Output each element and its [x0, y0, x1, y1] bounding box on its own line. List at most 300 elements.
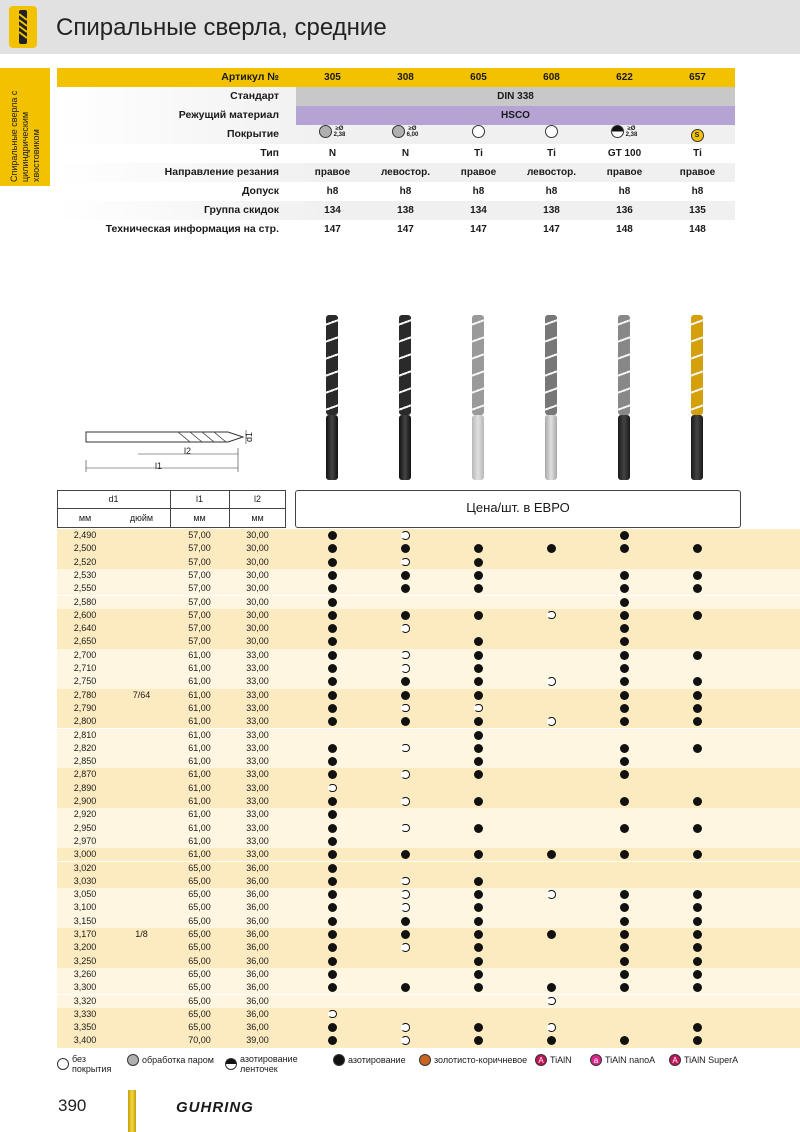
cell-l2: 36,00	[246, 862, 269, 873]
filled-dot-icon	[620, 717, 629, 726]
cell-d: 2,580	[73, 596, 97, 607]
header-d1: d1	[108, 494, 119, 504]
filled-dot-icon	[620, 571, 629, 580]
partial-dot-icon	[401, 824, 410, 833]
filled-dot-icon	[401, 584, 410, 593]
spec-value: левостор.	[526, 167, 577, 178]
spec-value: правое	[314, 167, 351, 178]
filled-dot-icon	[620, 744, 629, 753]
filled-dot-icon	[474, 770, 483, 779]
cell-l1: 61,00	[188, 742, 211, 753]
cell-d: 3,150	[73, 915, 97, 926]
filled-dot-icon	[401, 983, 410, 992]
filled-dot-icon	[474, 691, 483, 700]
cell-d: 3,170	[73, 929, 97, 939]
spec-value: 134	[324, 205, 341, 216]
legend-gold: золотисто-коричневое	[419, 1054, 527, 1066]
filled-dot-icon	[328, 930, 337, 939]
partial-dot-icon	[547, 611, 556, 620]
partial-dot-icon	[401, 890, 410, 899]
filled-dot-icon	[693, 930, 702, 939]
filled-dot-icon	[328, 544, 337, 553]
partial-dot-icon	[547, 677, 556, 686]
spec-value: h8	[618, 186, 631, 197]
partial-dot-icon	[547, 717, 556, 726]
filled-dot-icon	[474, 731, 483, 740]
cell-d: 3,100	[73, 902, 97, 913]
cell-l1: 61,00	[188, 769, 211, 780]
cell-l2: 36,00	[246, 902, 269, 913]
cell-l1: 65,00	[188, 889, 211, 900]
table-row	[57, 635, 800, 648]
table-row	[57, 928, 800, 941]
tialn-super-badge-icon: A	[669, 1054, 681, 1066]
cell-l1: 57,00	[188, 623, 211, 634]
filled-dot-icon	[620, 651, 629, 660]
filled-dot-icon	[328, 824, 337, 833]
table-row	[57, 662, 800, 675]
drill-flute	[472, 315, 484, 415]
spec-label: Артикул №	[221, 71, 279, 83]
table-row	[57, 622, 800, 635]
footer-accent-bar	[128, 1090, 136, 1132]
filled-dot-icon	[474, 983, 483, 992]
filled-dot-icon	[474, 664, 483, 673]
spec-row	[57, 220, 735, 239]
cell-l2: 30,00	[246, 596, 269, 607]
spec-value	[442, 125, 515, 145]
cell-d: 3,020	[73, 862, 97, 873]
cell-d: 2,500	[73, 543, 97, 554]
cell-d: 2,950	[73, 822, 97, 833]
filled-dot-icon	[328, 957, 337, 966]
cell-d: 2,850	[73, 756, 97, 767]
cell-d: 3,030	[73, 875, 97, 886]
spec-value: Ti	[547, 148, 556, 159]
coating-mark: ≥Ø 2,38	[625, 125, 638, 138]
filled-dot-icon	[328, 1023, 337, 1032]
cell-l2: 36,00	[246, 1008, 269, 1019]
diagram-l2-label: l2	[184, 446, 192, 456]
spec-span-value: DIN 338	[296, 87, 735, 106]
cell-l2: 36,00	[246, 942, 269, 953]
spec-label: Тип	[260, 147, 279, 159]
filled-dot-icon	[620, 544, 629, 553]
table-row	[57, 1021, 800, 1034]
header-l1: l1	[195, 494, 203, 504]
legend-steam: обработка паром	[127, 1054, 214, 1066]
cell-l1: 57,00	[188, 569, 211, 580]
filled-dot-icon	[474, 611, 483, 620]
filled-dot-icon	[474, 558, 483, 567]
cell-l2: 36,00	[246, 1022, 269, 1033]
filled-dot-icon	[620, 890, 629, 899]
cell-l1: 65,00	[188, 995, 211, 1006]
cell-d: 3,300	[73, 982, 97, 993]
cell-inch: 1/8	[135, 929, 148, 939]
cell-l1: 65,00	[188, 862, 211, 873]
filled-dot-icon	[693, 970, 702, 979]
legend-uncoated: без покрытия	[57, 1054, 125, 1074]
table-row	[57, 995, 800, 1008]
cell-l1: 65,00	[188, 955, 211, 966]
filled-dot-icon	[620, 903, 629, 912]
spec-value: 138	[397, 205, 414, 216]
filled-dot-icon	[328, 624, 337, 633]
filled-dot-icon	[620, 584, 629, 593]
drill-shank	[691, 415, 703, 480]
spec-row	[57, 144, 735, 163]
cell-l1: 61,00	[188, 689, 211, 700]
cell-d: 2,780	[73, 689, 97, 700]
filled-dot-icon	[693, 850, 702, 859]
filled-dot-icon	[328, 864, 337, 873]
header-l2: l2	[253, 494, 261, 504]
filled-dot-icon	[328, 664, 337, 673]
cell-l1: 57,00	[188, 556, 211, 567]
brand-logo: GUHRING	[176, 1099, 254, 1116]
filled-dot-icon	[328, 757, 337, 766]
cell-d: 2,650	[73, 636, 97, 647]
cell-d: 2,790	[73, 702, 97, 713]
filled-dot-icon	[693, 571, 702, 580]
filled-dot-icon	[620, 770, 629, 779]
table-row	[57, 888, 800, 901]
cell-d: 3,320	[73, 995, 97, 1006]
filled-dot-icon	[620, 797, 629, 806]
partial-dot-icon	[401, 943, 410, 952]
cell-l2: 36,00	[246, 889, 269, 900]
spec-label: Направление резания	[164, 166, 279, 178]
table-row	[57, 981, 800, 994]
filled-dot-icon	[401, 691, 410, 700]
cell-l1: 65,00	[188, 1008, 211, 1019]
filled-dot-icon	[693, 917, 702, 926]
filled-dot-icon	[693, 744, 702, 753]
table-row	[57, 768, 800, 781]
filled-dot-icon	[693, 890, 702, 899]
spec-value: h8	[326, 186, 339, 197]
filled-dot-icon	[620, 611, 629, 620]
drill-shank	[326, 415, 338, 480]
filled-dot-icon	[474, 744, 483, 753]
cell-l1: 65,00	[188, 902, 211, 913]
filled-dot-icon	[474, 544, 483, 553]
spec-value	[515, 125, 588, 145]
legend	[57, 1054, 800, 1076]
table-row	[57, 1034, 800, 1047]
tialn-badge-icon: A	[535, 1054, 547, 1066]
table-row	[57, 915, 800, 928]
filled-dot-icon	[620, 970, 629, 979]
filled-dot-icon	[328, 943, 337, 952]
cell-inch: 7/64	[132, 689, 151, 700]
cell-l1: 61,00	[188, 663, 211, 673]
cell-l1: 61,00	[188, 796, 211, 806]
cell-l2: 33,00	[246, 782, 269, 793]
cell-l2: 36,00	[246, 968, 269, 979]
spec-row	[57, 68, 735, 87]
cell-l1: 65,00	[188, 942, 211, 953]
filled-dot-icon	[474, 651, 483, 660]
table-row	[57, 862, 800, 875]
drill-shank	[618, 415, 630, 480]
table-row	[57, 901, 800, 914]
partial-dot-icon	[547, 890, 556, 899]
partial-dot-icon	[474, 704, 483, 713]
filled-dot-icon	[328, 571, 337, 580]
filled-dot-icon	[620, 983, 629, 992]
filled-dot-icon	[474, 824, 483, 833]
spec-value: 608	[543, 72, 560, 83]
cell-d: 3,250	[73, 955, 97, 966]
legend-tialn-super: A TiAlN SuperA	[669, 1054, 738, 1066]
filled-dot-icon	[693, 903, 702, 912]
circle-icon	[57, 1058, 69, 1070]
cell-d: 2,700	[73, 649, 97, 660]
filled-dot-icon	[693, 717, 702, 726]
filled-dot-icon	[474, 757, 483, 766]
legend-tialn: A TiAlN	[535, 1054, 572, 1066]
partial-dot-icon	[401, 770, 410, 779]
table-row	[57, 941, 800, 954]
filled-dot-icon	[474, 957, 483, 966]
filled-dot-icon	[328, 637, 337, 646]
cell-l2: 33,00	[246, 689, 269, 700]
spec-value: Ti	[693, 148, 702, 159]
partial-dot-icon	[401, 903, 410, 912]
table-header-divider	[57, 508, 286, 509]
spec-value: 657	[689, 72, 706, 83]
spec-value: h8	[545, 186, 558, 197]
filled-dot-icon	[693, 824, 702, 833]
filled-dot-icon	[474, 917, 483, 926]
filled-dot-icon	[620, 917, 629, 926]
table-row	[57, 569, 800, 582]
cell-d: 3,350	[73, 1022, 97, 1033]
filled-dot-icon	[620, 1036, 629, 1045]
cell-l1: 57,00	[188, 596, 211, 607]
legend-tialn-nano: a TiAlN nanoA	[590, 1054, 655, 1066]
filled-dot-icon	[620, 664, 629, 673]
drill-shank	[399, 415, 411, 480]
coating-icon	[319, 125, 332, 138]
cell-l1: 61,00	[188, 729, 211, 740]
spec-row	[57, 201, 735, 220]
partial-dot-icon	[328, 1010, 337, 1019]
spec-value: 305	[324, 72, 341, 83]
filled-dot-icon	[693, 943, 702, 952]
spec-value: 308	[397, 72, 414, 83]
cell-l2: 33,00	[246, 676, 269, 687]
filled-dot-icon	[328, 970, 337, 979]
filled-dot-icon	[620, 957, 629, 966]
cell-d: 3,000	[73, 849, 97, 860]
cell-d: 2,750	[73, 676, 97, 687]
cell-d: 2,810	[73, 729, 97, 740]
coating-icon	[392, 125, 405, 138]
cell-l1: 65,00	[188, 982, 211, 993]
filled-dot-icon	[547, 1036, 556, 1045]
filled-dot-icon	[474, 637, 483, 646]
filled-dot-icon	[620, 531, 629, 540]
filled-dot-icon	[401, 930, 410, 939]
cell-d: 3,200	[73, 942, 97, 953]
filled-dot-icon	[474, 797, 483, 806]
spec-label: Покрытие	[226, 128, 279, 140]
drill-flute	[691, 315, 703, 415]
spec-value: Ti	[474, 148, 483, 159]
cell-l2: 33,00	[246, 742, 269, 753]
cell-d: 3,050	[73, 889, 97, 900]
cell-l1: 57,00	[188, 636, 211, 647]
cell-l1: 70,00	[188, 1035, 211, 1046]
filled-dot-icon	[547, 983, 556, 992]
cell-l2: 33,00	[246, 835, 269, 846]
filled-dot-icon	[474, 890, 483, 899]
cell-l2: 30,00	[246, 543, 269, 554]
cell-l1: 61,00	[188, 756, 211, 767]
filled-dot-icon	[693, 611, 702, 620]
filled-dot-icon	[474, 1036, 483, 1045]
cell-l2: 33,00	[246, 809, 269, 820]
filled-dot-icon	[620, 930, 629, 939]
filled-dot-icon	[474, 970, 483, 979]
cell-d: 2,800	[73, 716, 97, 727]
filled-dot-icon	[693, 1023, 702, 1032]
drill-shank	[472, 415, 484, 480]
half-circle-icon	[225, 1058, 237, 1070]
cell-l2: 36,00	[246, 995, 269, 1006]
coating-mark: ≥Ø 2,38	[333, 125, 346, 138]
filled-dot-icon	[328, 890, 337, 899]
filled-dot-icon	[474, 717, 483, 726]
spec-value	[588, 125, 661, 145]
table-row	[57, 689, 800, 702]
spec-value: N	[328, 148, 337, 159]
filled-dot-icon	[328, 558, 337, 567]
filled-dot-icon	[328, 704, 337, 713]
filled-dot-icon	[328, 584, 337, 593]
filled-dot-icon	[328, 1036, 337, 1045]
filled-dot-icon	[328, 770, 337, 779]
table-row	[57, 848, 800, 861]
spec-row	[57, 106, 735, 125]
spec-value: правое	[460, 167, 497, 178]
partial-dot-icon	[401, 558, 410, 567]
cell-d: 2,820	[73, 742, 97, 753]
filled-dot-icon	[328, 598, 337, 607]
spec-label: Режущий материал	[178, 109, 279, 121]
table-row	[57, 729, 800, 742]
spec-value: h8	[691, 186, 704, 197]
table-row	[57, 529, 800, 542]
filled-dot-icon	[620, 757, 629, 766]
cell-d: 3,260	[73, 968, 97, 979]
tialn-nano-badge-icon: a	[590, 1054, 602, 1066]
header-unit-inch: дюйм	[129, 513, 154, 523]
cell-l2: 30,00	[246, 556, 269, 567]
cell-l2: 36,00	[246, 915, 269, 926]
spec-value: 134	[470, 205, 487, 216]
filled-dot-icon	[474, 850, 483, 859]
cell-l1: 57,00	[188, 543, 211, 554]
black-circle-icon	[333, 1054, 345, 1066]
cell-l1: 61,00	[188, 835, 211, 846]
filled-dot-icon	[474, 1023, 483, 1032]
filled-dot-icon	[328, 850, 337, 859]
filled-dot-icon	[328, 797, 337, 806]
coating-mark: ≥Ø 6,00	[406, 125, 419, 138]
cell-l1: 57,00	[188, 530, 211, 540]
spec-value: h8	[399, 186, 412, 197]
filled-dot-icon	[547, 850, 556, 859]
filled-dot-icon	[693, 1036, 702, 1045]
cell-d: 2,900	[73, 796, 97, 806]
drill-flute	[399, 315, 411, 415]
price-header: Цена/шт. в ЕВРО	[466, 500, 570, 515]
spec-value: 148	[616, 224, 633, 235]
page-number: 390	[58, 1096, 87, 1115]
table-row	[57, 755, 800, 768]
spec-value	[661, 125, 734, 144]
table-row	[57, 582, 800, 595]
filled-dot-icon	[620, 704, 629, 713]
filled-dot-icon	[328, 877, 337, 886]
filled-dot-icon	[328, 810, 337, 819]
table-row	[57, 649, 800, 662]
filled-dot-icon	[328, 691, 337, 700]
filled-dot-icon	[693, 983, 702, 992]
table-row	[57, 955, 800, 968]
spec-label: Допуск	[241, 185, 279, 197]
spec-value: 622	[616, 72, 633, 83]
filled-dot-icon	[474, 584, 483, 593]
cell-l1: 65,00	[188, 968, 211, 979]
filled-dot-icon	[474, 903, 483, 912]
filled-dot-icon	[401, 571, 410, 580]
cell-d: 2,550	[73, 583, 97, 594]
table-row	[57, 609, 800, 622]
filled-dot-icon	[620, 824, 629, 833]
cell-d: 3,400	[73, 1035, 97, 1046]
table-row	[57, 1008, 800, 1021]
spec-value: 138	[543, 205, 560, 216]
section-tab-label: Спиральные сверла с цилиндрическим хвостовиком	[9, 90, 41, 182]
cell-l1: 61,00	[188, 809, 211, 820]
cell-l2: 33,00	[246, 663, 269, 673]
cell-d: 2,530	[73, 569, 97, 580]
header-unit-mm: мм	[78, 513, 92, 523]
drill-flute	[618, 315, 630, 415]
spec-value: 147	[324, 224, 341, 235]
spec-label: Техническая информация на стр.	[105, 223, 279, 235]
filled-dot-icon	[401, 544, 410, 553]
coating-icon	[545, 125, 558, 138]
filled-dot-icon	[328, 531, 337, 540]
filled-dot-icon	[328, 651, 337, 660]
partial-dot-icon	[401, 651, 410, 660]
cell-d: 2,970	[73, 835, 97, 846]
coating-icon: S	[691, 129, 704, 142]
spec-row	[57, 125, 735, 144]
grey-circle-icon	[127, 1054, 139, 1066]
cell-l1: 61,00	[188, 782, 211, 793]
header-unit-l1: мм	[193, 513, 206, 523]
filled-dot-icon	[620, 943, 629, 952]
filled-dot-icon	[620, 850, 629, 859]
filled-dot-icon	[620, 691, 629, 700]
